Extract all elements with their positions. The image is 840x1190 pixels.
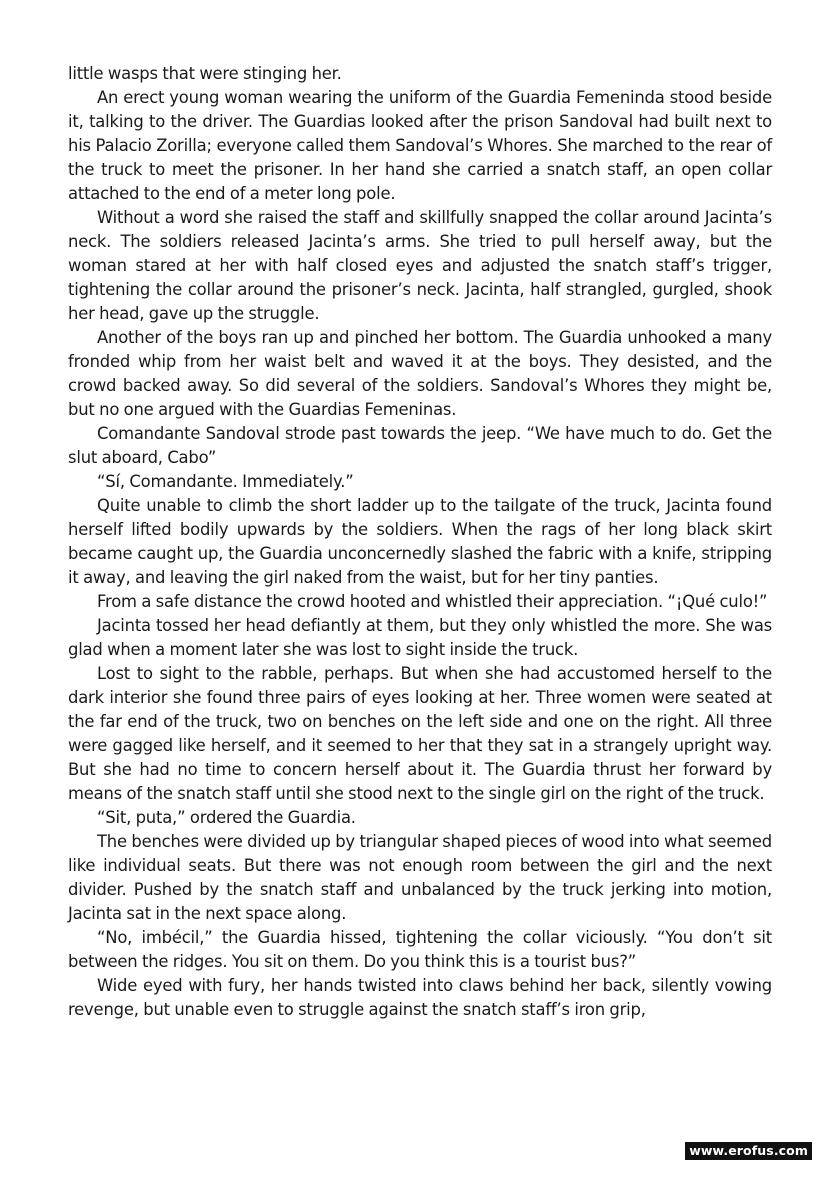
paragraph: The benches were divided up by triangular shaped pieces of wood into what seemed like individual seats. But there was not enough room between the girl and the next divider. Pushed by the snatch staff and unbalanced by the truck jerking into motion, Jacinta sat in the next space along.	[68, 832, 772, 923]
paragraph: Comandante Sandoval strode past towards the jeep. “We have much to do. Get the slut aboard, Cabo”	[68, 424, 772, 467]
paragraph: From a safe distance the crowd hooted and whistled their appreciation. “¡Qué culo!”	[97, 592, 768, 611]
paragraph: An erect young woman wearing the uniform of the Guardia Femeninda stood beside it, talking to the driver. The Guardias looked after the prison Sandoval had built next to his Palacio Zorilla; everyone called them Sandoval’s Whores. She marched to the rear of the truck to meet the prisoner. In her hand she carried a snatch staff, an open collar attached to the end of a meter long pole.	[68, 88, 772, 203]
paragraph: Without a word she raised the staff and skillfully snapped the collar around Jacinta’s neck. The soldiers released Jacinta’s arms. She tried to pull herself away, but the woman stared at her with half closed eyes and adjusted the snatch staff’s trigger, tightening the collar around the prisoner’s neck. Jacinta, half strangled, gurgled, shook her head, gave up the struggle.	[68, 208, 772, 323]
paragraph: Quite unable to climb the short ladder up to the tailgate of the truck, Jacinta found herself lifted bodily upwards by the soldiers. When the rags of her long black skirt became caught up, the Guardia unconcernedly slashed the fabric with a knife, stripping it away, and leaving the girl naked from the waist, but for her tiny panties.	[68, 496, 772, 587]
paragraph: Jacinta tossed her head defiantly at them, but they only whistled the more. She was glad when a moment later she was lost to sight inside the truck.	[68, 616, 772, 659]
paragraph: “No, imbécil,” the Guardia hissed, tightening the collar viciously. “You don’t sit between the ridges. You sit on them. Do you think this is a tourist bus?”	[68, 928, 772, 971]
paragraph: Wide eyed with fury, her hands twisted into claws behind her back, silently vowing revenge, but unable even to struggle against the snatch staff’s iron grip,	[68, 976, 772, 1019]
watermark-label: www.erofus.com	[685, 1142, 812, 1160]
paragraph: Another of the boys ran up and pinched her bottom. The Guardia unhooked a many fronded whip from her waist belt and waved it at the boys. They desisted, and the crowd backed away. So did several of the soldiers. Sandoval’s Whores they might be, but no one argued with the Guardias Femeninas.	[68, 328, 772, 419]
paragraph: “Sí, Comandante. Immediately.”	[97, 472, 354, 491]
paragraph: Lost to sight to the rabble, perhaps. But when she had accustomed herself to the dark interior she found three pairs of eyes looking at her. Three women were seated at the far end of the truck, two on benches on the left side and one on the right. All three were gagged like herself, and it seemed to her that they sat in a strangely upright way. But she had no time to concern herself about it. The Guardia thrust her forward by means of the snatch staff until she stood next to the single girl on the right of the truck.	[68, 664, 772, 803]
paragraph: little wasps that were stinging her.	[68, 64, 342, 83]
paragraph: “Sit, puta,” ordered the Guardia.	[97, 808, 356, 827]
document-body	[68, 62, 772, 1022]
